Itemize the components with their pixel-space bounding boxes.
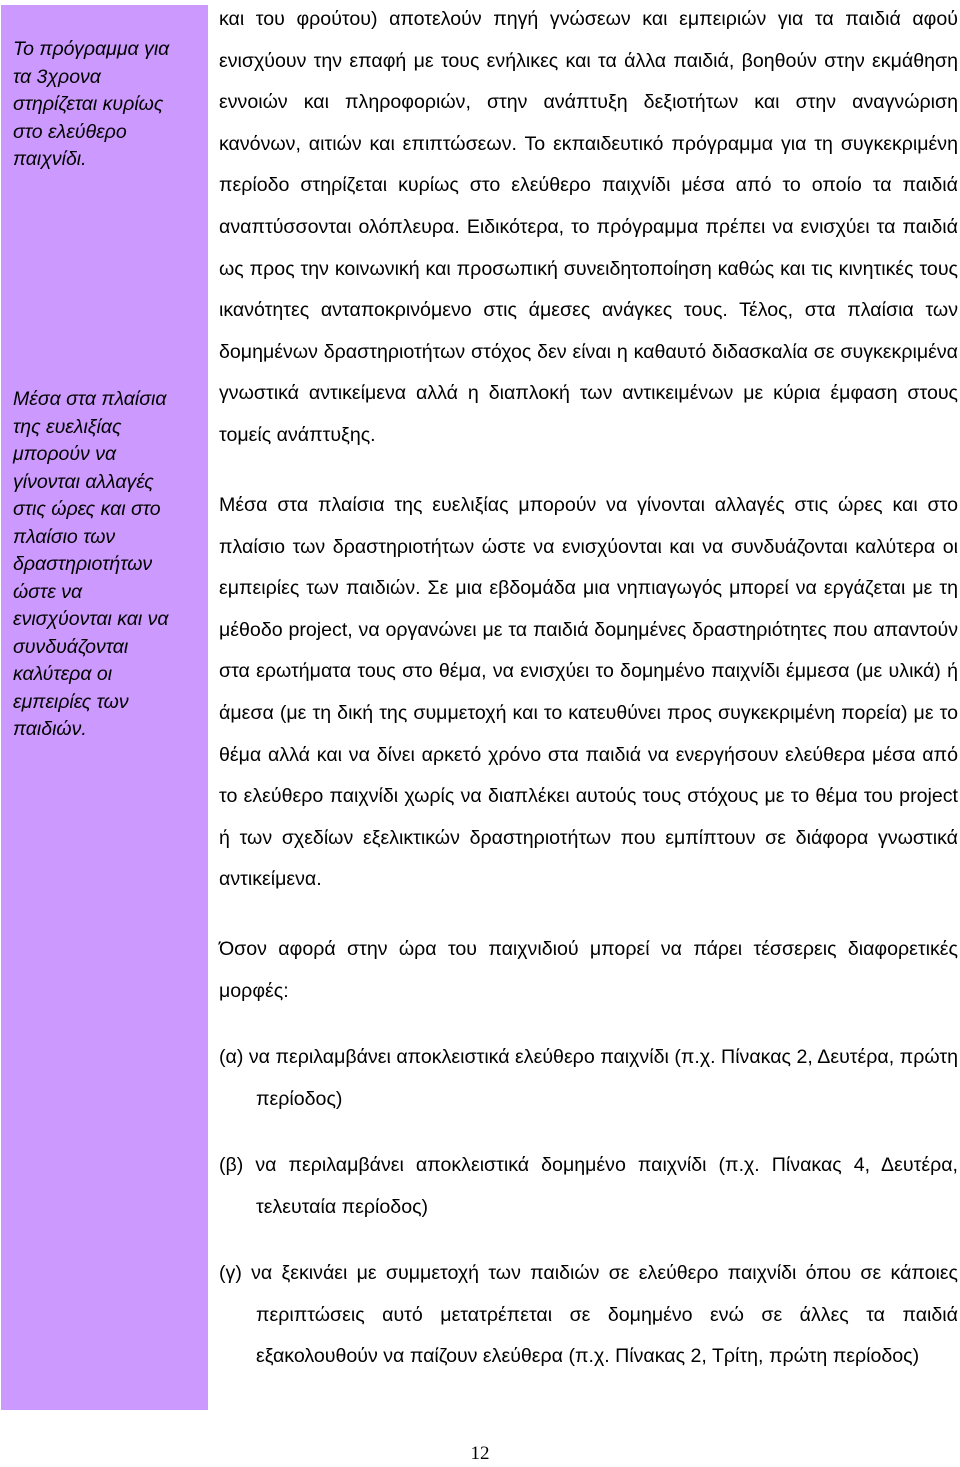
list-item-a: (α) να περιλαμβάνει αποκλειστικά ελεύθερο παιχνίδι (π.χ. Πίνακας 2, Δευτέρα, πρώτη περίοδος): [219, 1046, 958, 1110]
margin-note-flexibility: Μέσα στα πλαίσια της ευελιξίας μπορούν να γίνονται αλλαγές στις ώρες και στο πλαίσιο των δραστηριοτήτων ώστε να ενισχύονται και να συνδυάζονται καλύτερα οι εμπειρίες των παιδιών.: [13, 388, 169, 740]
paragraph-free-play-program: και του φρούτου) αποτελούν πηγή γνώσεων και εμπειριών για τα παιδιά αφού ενισχύουν την επαφή με τους ενήλικες και τα άλλα παιδιά, βοηθούν στην εκμάθηση εννοιών και πληροφοριών, στην ανάπτυξη δεξιοτήτων και στην αναγνώριση κανόνων, αιτιών και επιπτώσεων. Το εκπαιδευτικό πρόγραμμα για τη συγκεκριμένη περίοδο στηρίζεται κυρίως στο ελεύθερο παιχνίδι μέσα από το οποίο τα παιδιά αναπτύσσονται ολόπλευρα. Ειδικότερα, το πρόγραμμα πρέπει να ενισχύει τα παιδιά ως προς την κοινωνική και προσωπική συνειδητοποίηση καθώς και τις κινητικές τους ικανότητες ανταποκρινόμενο στις άμεσες ανάγκες τους. Τέλος, στα πλαίσια των δομημένων δραστηριοτήτων στόχος δεν είναι η καθαυτό διδασκαλία σε συγκεκριμένα γνωστικά αντικείμενα αλλά η διαπλοκή των αντικειμένων με κύρια έμφαση στους τομείς ανάπτυξης.: [219, 8, 958, 446]
paragraph-play-time-forms: Όσον αφορά στην ώρα του παιχνιδιού μπορεί να πάρει τέσσερεις διαφορετικές μορφές:: [219, 938, 958, 1002]
margin-note-free-play: Το πρόγραμμα για τα 3χρονα στηρίζεται κυρίως στο ελεύθερο παιχνίδι.: [13, 38, 170, 170]
paragraph-flexibility: Μέσα στα πλαίσια της ευελιξίας μπορούν να γίνονται αλλαγές στις ώρες και στο πλαίσιο των δραστηριοτήτων ώστε να ενισχύονται και να συνδυάζονται καλύτερα οι εμπειρίες των παιδιών. Σε μια εβδομάδα μια νηπιαγωγός μπορεί να εργάζεται με τη μέθοδο project, να οργανώνει με τα παιδιά δομημένες δραστηριότητες που απαντούν στα ερωτήματα τους στο θέμα, να ενισχύει το δομημένο παιχνίδι έμμεσα (με υλικά) ή άμεσα (με τη δική της συμμετοχή και το κατευθύνει προς συγκεκριμένη πορεία) με το θέμα αλλά και να δίνει αρκετό χρόνο στα παιδιά να ενεργήσουν ελεύθερα μέσα από το ελεύθερο παιχνίδι χωρίς να διαπλέκει αυτούς τους στόχους με το θέμα του project ή των σχεδίων εξελικτικών δραστηριοτήτων που εμπίπτουν σε διάφορα γνωστικά αντικείμενα.: [219, 494, 958, 891]
list-item-c: (γ) να ξεκινάει με συμμετοχή των παιδιών σε ελεύθερο παιχνίδι όπου σε κάποιες περιπτώσεις αυτό μετατρέπεται σε δομημένο ενώ σε άλλες τα παιδιά εξακολουθούν να παίζουν ελεύθερα (π.χ. Πίνακας 2, Τρίτη, πρώτη περίοδος): [219, 1262, 958, 1368]
list-item-b: (β) να περιλαμβάνει αποκλειστικά δομημένο παιχνίδι (π.χ. Πίνακας 4, Δευτέρα, τελευταία περίοδος): [219, 1154, 958, 1218]
page-number: 12: [470, 1443, 490, 1464]
margin-note-box: [1, 5, 208, 1410]
